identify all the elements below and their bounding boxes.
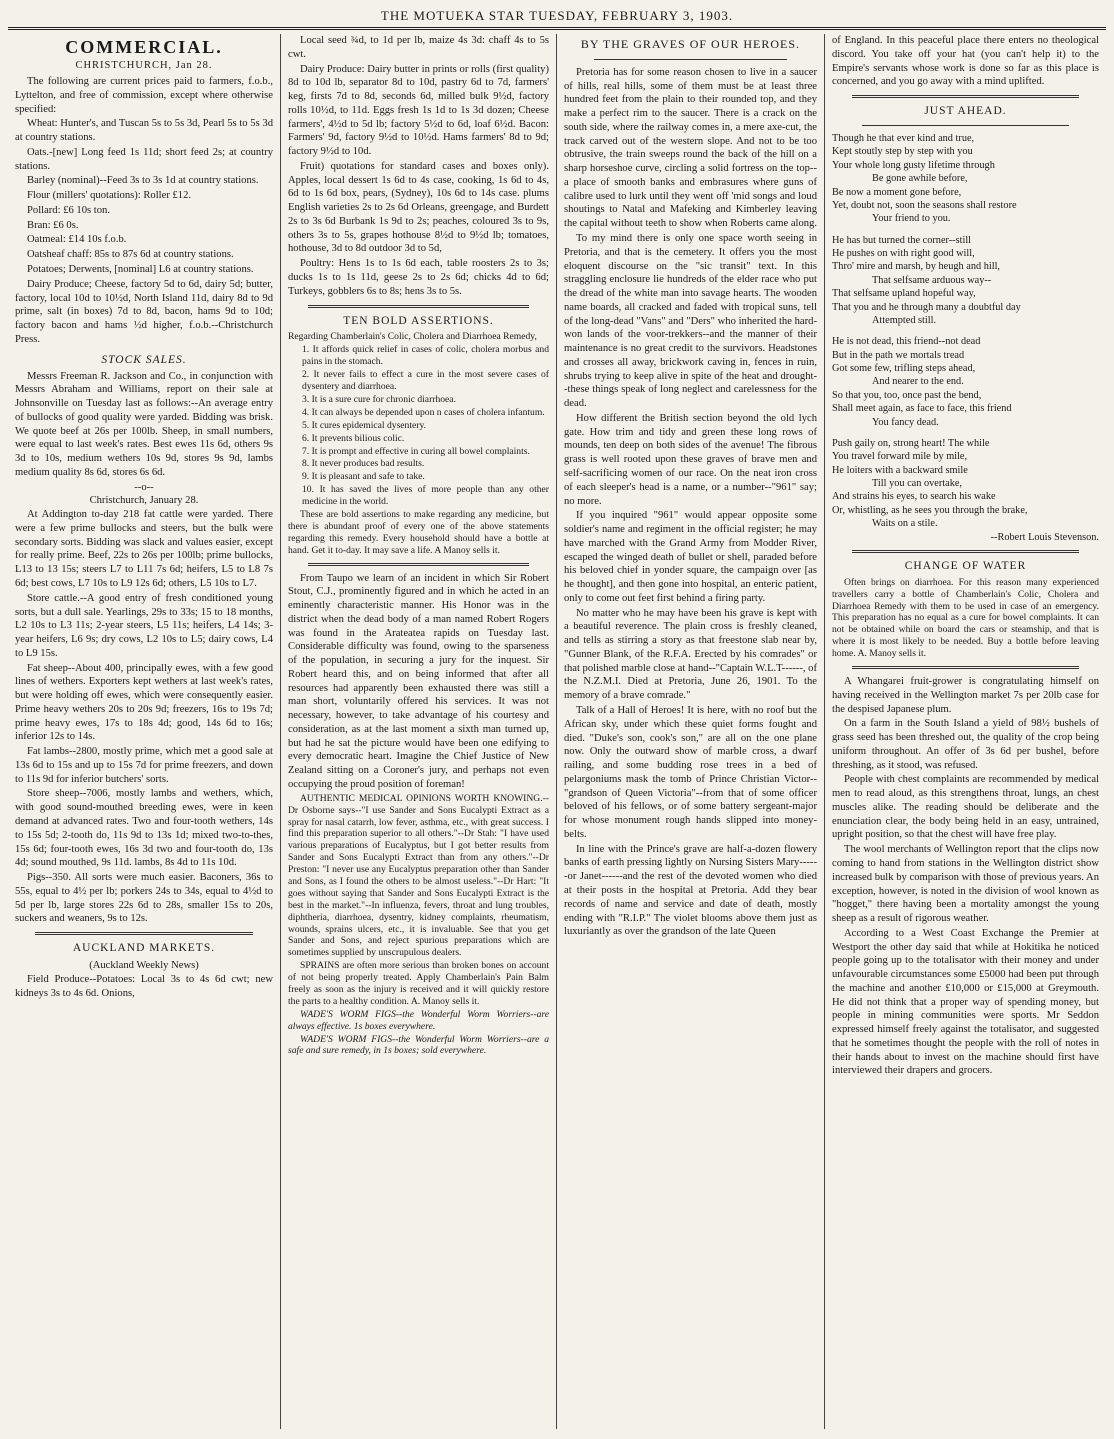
divider (862, 125, 1069, 126)
poem-line: Be now a moment gone before, (832, 186, 962, 198)
paragraph: 7. It is prompt and effective in curing all bowel complaints. (302, 445, 530, 457)
paragraph: People with chest complaints are recommended by medical men to read aloud, as this strengthens throat, lungs, an chest muscles alike. The reading should be deliberate and the enunciation clear, the body being held in an easy, untrained, upright position, so that the chest will have free play. (832, 774, 1099, 841)
paragraph: On a farm in the South Island a yield of 98½ bushels of grass seed has been threshed out, the quality of the crop being uniform throughout. An offer of 3s 6d per bushel, before threshing, as it stood, was refused. (832, 718, 1099, 771)
stanza-break (832, 327, 1099, 335)
paragraph: The following are current prices paid to farmers, f.o.b., Lyttelton, and free of commission, except where otherwise specified: (15, 76, 273, 115)
divider (852, 666, 1079, 669)
poem-line: And strains his eyes, to search his wake (832, 491, 996, 503)
paragraph: Store cattle.--A good entry of fresh conditioned young sorts, but a dull sale. Yearlings, 29s to 33s; 15 to 18 months, L2 10s to L3 11s; 2-year steers, L5 11s; heifers, L4 14s; 3-year heifers, L6 9s; dry cows, L2 10s to L5; dairy cows, L4 to L9 15s. (15, 592, 273, 659)
paragraph: 6. It prevents bilious colic. (302, 432, 405, 444)
ten-assertions-intro: Regarding Chamberlain's Colic, Cholera and Diarrhoea Remedy, (288, 331, 537, 343)
paragraph: Pigs--350. All sorts were much easier. Baconers, 36s to 55s, equal to 4½ per lb; porkers 24s to 34s, equal to 4½d to 5d per lb, large stores 22s 6d to 28s, smaller 15s to 20s, suckers and weaners, 9s to 12s. (15, 872, 273, 925)
poem-line: You travel forward mile by mile, (832, 451, 968, 463)
divider (852, 95, 1079, 98)
poem-line: Yet, doubt not, soon the seasons shall restore (832, 199, 1017, 211)
taupo-article: From Taupo we learn of an incident in which Sir Robert Stout, C.J., prominently figured and in which he acted in an eminently characteristic manner. His Honor was in the district when the dead body of a man named Robert Rogers was found in the Arateatea rapids on Tuesday last. Considerable difficulty was found, owing to the sparseness of the population, in securing a jury for the inquest. Sir Robert heard this, and on being informed that after all resources had apparently been exhausted there was still a man short, voluntarily offered his services. It was not necessary, however, to take advantage of his courtesy and consideration, as at the last moment a sixth man turned up, but had he sat the picture would have been one edifying to every democratic heart. Imagine the Chief Justice of New Zealand sitting on a Coroner's jury, and perhaps not even occupying the proud position of foreman! (288, 572, 549, 790)
paragraph: Oats.-[new] Long feed 1s 11d; short feed 2s; at country stations. (15, 146, 273, 172)
poem-line: Or, whistling, as he sees you through the brake, (832, 504, 1028, 516)
paragraph: 3. It is a sure cure for chronic diarrhoea. (302, 393, 456, 405)
paragraph: To my mind there is only one space worth seeing in Pretoria, and that is the cemetery. It offers you the most eloquent discourse on the "sic transit" text. In this straggling enclosure lie hundreds of the elder race who put the dread of the white man into savage hearts. The wooden name boards, all cracked and faded with tropical suns, tell of the long-dead "Vans" and "Ders" who inherited the hard-won lands of the voor-trekkers--and the manner of their maintenance is no great credit to the survivors. Headstones and crosses all away, brickwork caving in, fences in ruin, shrubs trying to keep alive in spite of the heat and drought--these things speak of long neglect and carelessness for the dead. (564, 232, 817, 410)
paragraph: Bran: £6 0s. (27, 219, 79, 231)
poem-line: Shall meet again, as face to face, this friend (832, 403, 1012, 415)
columns (8, 34, 1106, 1429)
paragraph: Pollard: £6 10s ton. (27, 204, 110, 216)
auckland-subheading: (Auckland Weekly News) (89, 960, 199, 972)
poem-line: He loiters with a backward smile (832, 464, 968, 476)
poem-line: He is not dead, this friend--not dead (832, 336, 981, 348)
paragraph: Wheat: Hunter's, and Tuscan 5s to 5s 3d, Pearl 5s to 5s 3d at country stations. (15, 118, 273, 144)
column-graves (556, 34, 824, 1429)
dateline-2: Christchurch, January 28. (89, 495, 199, 507)
poem-line: He has but turned the corner--still (832, 234, 972, 246)
column-commercial (8, 34, 280, 1429)
paragraph: According to a West Coast Exchange the Premier at Westport the other day said that while at Hokitika he noticed people going up to the totalisator with their money and under unfavourable circumstances some £5000 had been put through the machine and another £10,000 or £15,000 at Greymouth. He did not think that a proper way of spending money, but people in mining communities were sports. Mr Seddon expressed himself freely against the totalisator, and suggested that he sometimes thought the people with the roll of notes in their hands about to invest on the machine should first have interviewed their drapers and grocers. (832, 927, 1099, 1077)
paragraph: Dairy Produce: Dairy butter in prints or rolls (first quality) 8d to 10d lb, separator 8d to 10d, pastry 6d to 7d, farmers' keg, firsts 7d to 8d, seconds 6d, milled bulk 9½d, factory rolls 10½d, to 11d. Eggs fresh 1s 1d to 1s 3d dozen; Cheese farmers', 4½d to 5d lb; factory 5½d to 6d, loaf 6½d. Bacon: Farmers' 9d, factory 9½d to 10½d. Hams farmers' 8d to 9d; factory 9½d to 10d. (288, 63, 549, 158)
ten-assertions-close: These are bold assertions to make regarding any medicine, but there is abundant proof of every one of the above statements regarding this remedy. Every household should have a bottle at hand. Get it to-day. It may save a life. A Manoy sells it. (288, 508, 549, 556)
paragraph: In line with the Prince's grave are half-a-dozen flowery banks of earth pressing lightly on Nursing Sisters Mary------or Janet------and the rest of the devoted women who died at their posts in the hospital at Pretoria. Add they bear records of name and service and date of death, mostly ending with "R.I.P." The violet blooms above them just as luxuriantly as over the grandson of the late Queen (564, 843, 817, 938)
paragraph: 4. It can always be depended upon n cases of cholera infantum. (302, 406, 545, 418)
poem-line: Attempted still. (872, 314, 937, 326)
paragraph: Pretoria has for some reason chosen to live in a saucer of hills, real hills, some of them must be at least three hundred feet from the plain to their rounded top, and they make a perfect rim to the saucer. There is a crack on the south side, where the railway comes in, a mere axe-cut, the track carved out of the western slope. And not to be too obtrusive, the train sweeps round the back of the hill on a sharp horseshoe curve, circling a solid fortress on the top--a place of smooth banks and embrasures where guns of calibre used to lurk until they went off 'mid songs and loud shoutings to Natal and Mafeking and Kimberley leaving the capital without teeth to show when Roberts came along. (564, 66, 818, 230)
divider (308, 305, 529, 308)
column-two (280, 34, 556, 1429)
addington-market (15, 508, 273, 926)
paragraph: Local seed ¾d, to 1d per lb, maize 4s 3d: chaff 4s to 5s cwt. (288, 35, 549, 60)
poem-line: So that you, too, once past the bend, (832, 389, 982, 401)
poem-line: Be gone awhile before, (872, 173, 968, 185)
poem-line: That selfsame upland hopeful way, (832, 288, 976, 300)
paragraph: 9. It is pleasant and safe to take. (302, 471, 425, 483)
paragraph: Barley (nominal)--Feed 3s to 3s 1d at country stations. (27, 175, 259, 187)
paragraph: Store sheep--7006, mostly lambs and wethers, which, with good sound-mouthed breeding ewes, were in keen demand at advanced rates. Two and four-tooth wethers, 14s to 15s 5d; 2-tooth do, 11s 9d to 13s 1d; mixed two-to-thes, 15s 6d; four-tooth ewes, 16s 3d two and four-tooth do, 13s 4d; sound mouthed, 9s 11d. lambs, 8s 4d to 11s 10d. (15, 788, 273, 869)
stanza-break (832, 226, 1099, 234)
separator: --o-- (134, 481, 154, 493)
poem-line: Kept stoutly step by step with you (832, 146, 973, 158)
wades-worm-figs-ad-2: WADE'S WORM FIGS--the Wonderful Worm Worriers--are a safe and sure remedy, in 1s boxes; sold everywhere. (288, 1033, 549, 1057)
paragraph: Fruit) quotations for standard cases and boxes only). Apples, local dessert 1s 6d to 4s case, cooking, 1s 6d to 4s, 6d to 1s 6d box, pears, (Sydney), 10s 6d to 14s case. plums English varieties 2s to 2s 6d Orleans, greengage, and Burdett 2s to 3s 6d Burbank 1s 9d to 2s; peaches, coloured 3s to 9s, others 3s to 5s, grapes hothouse 8½d to 9½d lb; tomatoes, hothouse, 3d to 8d outdoor 3d to 5d, (288, 160, 549, 255)
paragraph: Flour (millers' quotations): Roller £12. (27, 190, 192, 202)
poem-line: You fancy dead. (872, 416, 939, 428)
change-of-water-ad: Often brings on diarrhoea. For this reason many experienced travellers carry a bottle of Chamberlain's Colic, Cholera and Diarrhoea Remedy with them to be used in case of an emergency. This preparation has no equal as a cure for bowel complaints. It can not be obtained while on board the cars or steamship, and that is where it is most likely to be needed. Buy a bottle before leaving home. A. Manoy sells it. (832, 576, 1099, 660)
paragraph: Messrs Freeman R. Jackson and Co., in conjunction with Messrs Abraham and Williams, report on their sale at Johnsonville on Tuesday last as follows:--An average entry of bullocks of good quality were yarded. Bidding was brisk. We quote beef at 26s per 100lb. Sheep, in small numbers, were equal to last week's rates. Best ewes 11s 6d, others 9s 3d to 10s, medium wethers 10s 9d, stores 9s 9d, lambs medium quality 8s 6d, stores 6s 6d. (15, 370, 273, 478)
graves-heading: BY THE GRAVES OF OUR HEROES. (580, 37, 801, 51)
paragraph: The wool merchants of Wellington report that the clips now coming to hand from stations in the Wellington district show increased bulk by comparison with those of previous years. An exception, however, is noted in the division of wool known as "hogget," there having been a mortality amongst the young sheep as a result of rigorous weather. (832, 844, 1099, 925)
paragraph: Dairy Produce; Cheese, factory 5d to 6d, dairy 5d; butter, factory, local 10d to 10½d, North Island 11d, dairy 8d to 9d prime, salt (in boxes) 7d to 8d, bacon, hams 9d to 10d; factory bacon and hams ½d higher, f.o.b.--Christchurch Press. (15, 278, 273, 345)
sprains-ad: SPRAINS are often more serious than broken bones on account of not being properly treated. Apply Chamberlain's Pain Balm freely as soon as the injury is received and it will quickly restore the parts to a healthy condition. A. Manoy sells it. (288, 960, 549, 1007)
poem-line: Till you can overtake, (872, 478, 962, 489)
poem-heading: JUST AHEAD. (924, 105, 1007, 118)
column-four (824, 34, 1106, 1429)
poem-line: That you and he through many a doubtful day (832, 301, 1021, 313)
graves-continued: of England. In this peaceful place there enters no theological discord. You take off your hat (you can't help it) to the Empire's servants whose work is done so far as this place is concerned, and you go away with a mind uplifted. (832, 35, 1099, 88)
commercial-prices (15, 75, 273, 347)
poem-line: He pushes on with right good will, (832, 248, 975, 259)
paragraph: How different the British section beyond the old lych gate. How trim and tidy and green these long rows of mounds, ten deep on both sides of the avenue! The fibrous grass is well rooted upon these graves of brave men and self-sacrificing women of our race. On the neat iron cross of each sleeper's head is a name, or a number--"961" say; no more. (564, 412, 817, 507)
paragraph: Talk of a Hall of Heroes! It is here, with no roof but the African sky, under which these quiet forms fought and died. "Duke's son, cook's son," are all on the one plane now. Only the outward show of marble cross, a dwarf railing, and some budding rose trees in a bed of pelargoniums mask the tomb of Prince Christian Victor--"grandson of Queen Victoria"--from that of some officer beloved of his fellows, or of some battery sergeant-major for whose monument rough hands slipped into money-belts. (564, 705, 817, 840)
poem-line: That selfsame arduous way-- (872, 274, 992, 286)
divider (35, 932, 253, 935)
poem-line: Push gaily on, strong heart! The while (832, 437, 990, 449)
ten-assertions-heading: TEN BOLD ASSERTIONS. (343, 314, 494, 327)
paragraph: 8. It never produces bad results. (302, 458, 425, 470)
poem-line: Thro' mire and marsh, by heugh and hill, (832, 261, 1000, 273)
paragraph: If you inquired "961" would appear opposite some soldier's name and regiment in the official register; he may have marched with the Grand Army from Modder River, escaped the winged death of bullet or shell, paraded before his beloved chief in yonder square, the campaign over [as he thought], and then gone into hospital, an enteric patient, only to come out feet first behind a firing party. (564, 510, 817, 604)
poem-line: Your friend to you. (872, 213, 951, 225)
paragraph: Oatmeal: £14 10s f.o.b. (27, 234, 127, 246)
medical-opinions-ad: AUTHENTIC MEDICAL OPINIONS WORTH KNOWING.--Dr Osborne says--"I use Sander and Sons Eucalypti Extract as a spray for nasal catarrh, low fever, asthma, etc., with great success. I find this preparation superior to all others."--Dr Stah: "I have used various preparations of Eucalyptus, but I got better results from Sander and Sons Eucalypti Extract than from any others."--Dr Preston: "I never use any Eucalyptus preparation other than Sander and Sons, as I found the others to be almost useless."--Dr Hart: "It goes without saying that Sander and Sons Eucalypti Extract is the best in the market."--In influenza, fevers, throat and lung troubles, diphtheria, diarrhoea, dysentry, kidney complaints, rheumatism, wounds, sprains ulcers, etc., it is invaluable. See that you get Sander and Sons, and reject spurious preparations which are sometimes supplied by unscrupulous dealers. (288, 792, 549, 959)
masthead: THE MOTUEKA STAR TUESDAY, FEBRUARY 3, 1903. (8, 6, 1106, 30)
auckland-heading: AUCKLAND MARKETS. (72, 942, 216, 955)
wades-worm-figs-ad-1: WADE'S WORM FIGS--the Wonderful Worm Worriers--are always effective. 1s boxes everywhere. (288, 1008, 549, 1032)
paragraph: 2. It never fails to effect a cure in the most severe cases of dysentery and diarrhoea. (302, 369, 549, 393)
stock-sales-heading: STOCK SALES. (101, 353, 187, 366)
dateline: CHRISTCHURCH, Jan 28. (75, 60, 213, 72)
poem-line: And nearer to the end. (872, 376, 964, 388)
poem-just-ahead (832, 132, 1099, 531)
poem-line: Though he that ever kind and true, (832, 133, 975, 144)
change-of-water-heading: CHANGE OF WATER (904, 559, 1027, 572)
paragraph: 10. It has saved the lives of more people than any other medicine in the world. (302, 484, 549, 508)
paragraph: Fat lambs--2800, mostly prime, which met a good sale at 13s 6d to 15s and up to 15s 7d for prime freezers, and down to 11s 9d for inferior butchers' sorts. (15, 746, 273, 785)
paragraph: Poultry: Hens 1s to 1s 6d each, table roosters 2s to 3s; ducks 1s to 1s 11d, geese 2s to 2s 6d; chicks 4d to 6d; Turkeys, gobblers 6s to 8s; hens 3s to 5s. (288, 258, 549, 297)
commercial-heading: COMMERCIAL. (65, 37, 223, 57)
paragraph: No matter who he may have been his grave is kept with a beautiful reverence. The plain cross is freshly cleaned, and tells as stirring a story as that freestone slab near by, "Gunner Blank, of the R.F.A. Erected by his comrades" or that polished marble close at hand--"Captain W.L.T------, of the N.Z.M.I. Died at Pretoria, June 26, 1901. To the memory of a brave comrade." (564, 607, 817, 702)
stock-sales-body (15, 370, 273, 480)
poem-line: Your whole long gusty lifetime through (832, 159, 995, 171)
ten-assertions-list (288, 344, 549, 508)
divider (594, 59, 787, 60)
poem-line: But in the path we mortals tread (832, 349, 965, 361)
paragraph: 5. It cures epidemical dysentery. (302, 419, 427, 431)
paragraph: 1. It affords quick relief in cases of colic, cholera morbus and pains in the stomach. (302, 344, 549, 368)
paragraph: At Addington to-day 218 fat cattle were yarded. There were a few prime bullocks and steers, but the bulk were secondary sorts. Bidding was slack and values easier, except for really prime. Beef, 22s to 26s per 100lb; prime bullocks, L13 to 13 15s; steers L7 to L11 7s 6d; heifers, L5 to L8 7s 6d; best cows, L7 10s to L9 12s 6d; others, L5 10s to L7. (15, 509, 273, 589)
auckland-continued (288, 34, 549, 299)
graves-article (564, 66, 817, 939)
news-briefs (832, 675, 1099, 1078)
auckland-body: Field Produce--Potatoes: Local 3s to 4s 6d cwt; new kidneys 3s to 4s 6d. Onions, (15, 973, 273, 999)
paragraph: Fat sheep--About 400, principally ewes, with a few good lines of wethers. Exporters kept wethers at last week's rates, but were holding off ewes, which were consequently easier. Prime heavy wethers 20s to 20s 9d; freezers, 16s to 19s 7d; prime heavy ewes, 17s to 18s 4d; good, 14s 6d to 16s; inferior 12s to 14s. (15, 662, 273, 743)
paragraph: A Whangarei fruit-grower is congratulating himself on having received in the Wellington market 7s per 20lb case for the despised Japanese plum. (832, 676, 1099, 715)
poem-line: Waits on a stile. (872, 518, 938, 530)
stanza-break (832, 429, 1099, 437)
paragraph: Potatoes; Derwents, [nominal] L6 at country stations. (27, 263, 254, 275)
divider (308, 563, 529, 566)
poem-author: --Robert Louis Stevenson. (990, 531, 1099, 543)
paragraph: Oatsheaf chaff: 85s to 87s 6d at country stations. (27, 249, 234, 261)
divider (852, 550, 1079, 553)
poem-line: Got some few, trifling steps ahead, (832, 363, 976, 374)
